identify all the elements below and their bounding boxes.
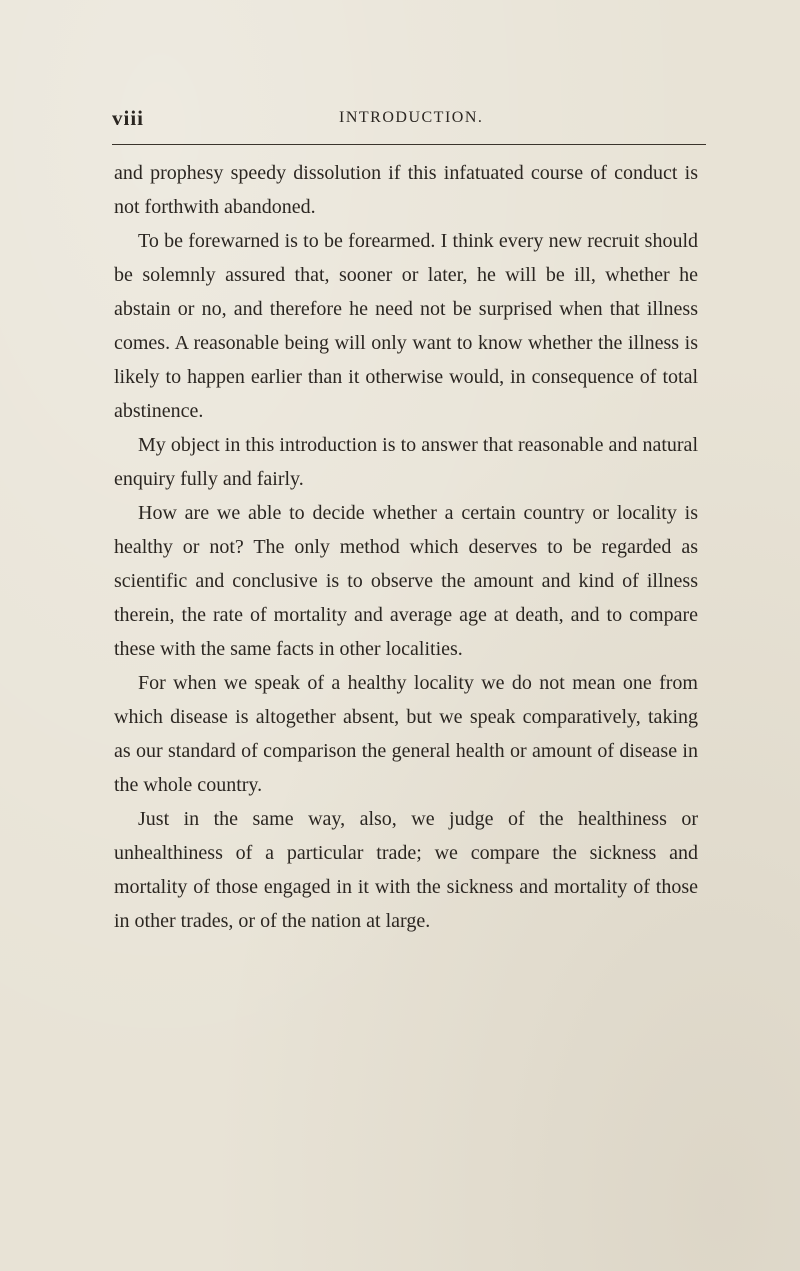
header-rule <box>112 144 706 145</box>
paragraph-trade: Just in the same way, also, we judge of the healthiness or unhealthiness of a particular trade; we compare the sickness and mortality of those engaged in it with the sickness and mortality of those in other trades, or of the nation at large. <box>114 808 698 932</box>
paragraph-method: How are we able to decide whether a certain country or locality is healthy or not? The only method which deserves to be regarded as scientific and conclusive is to observe the amount and kind of illness therein, the rate of mortality and average age at death, and to compare these with the same facts in other localities. <box>114 502 698 660</box>
paragraph-continuation: and prophesy speedy dissolution if this infatuated course of conduct is not forthwith abandoned. <box>114 162 698 218</box>
page-header <box>112 106 708 136</box>
running-head: INTRODUCTION. <box>339 109 484 126</box>
body-text <box>114 156 698 938</box>
paragraph-forewarned: To be forewarned is to be forearmed. I think every new recruit should be solemnly assured that, sooner or later, he will be ill, whether he abstain or no, and therefore he need not be surprised when that illness comes. A reasonable being will only want to know whether the illness is likely to happen earlier than it otherwise would, in consequence of total abstinence. <box>114 230 698 422</box>
paragraph-healthy-locality: For when we speak of a healthy locality we do not mean one from which disease is altogether absent, but we speak comparatively, taking as our standard of comparison the general health or amount of disease in the whole country. <box>114 672 698 796</box>
paragraph-object: My object in this introduction is to answer that reasonable and natural enquiry fully and fairly. <box>114 434 698 490</box>
page-number: viii <box>112 106 145 130</box>
